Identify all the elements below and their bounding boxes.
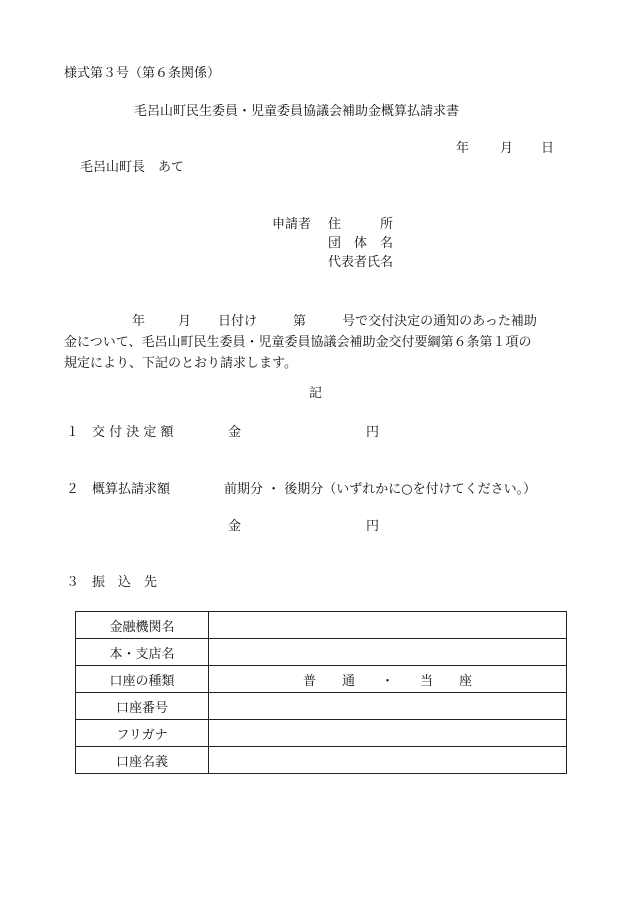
- item2-number: ２: [66, 482, 80, 497]
- account-type-field[interactable]: 普 通 ・ 当 座: [209, 666, 567, 693]
- table-row: [76, 666, 567, 693]
- date-month: 月: [500, 141, 514, 156]
- item2-yen: 円: [366, 519, 380, 534]
- branch-name-label: 本・支店名: [76, 639, 209, 666]
- applicant-group-name-label: 団 体 名: [328, 236, 394, 251]
- paragraph-day: 日付け: [218, 314, 258, 329]
- account-holder-label: 口座名義: [76, 747, 209, 774]
- item3-label: 振 込 先: [92, 575, 158, 590]
- item3-number: ３: [66, 575, 80, 590]
- table-row: [76, 693, 567, 720]
- item1-yen: 円: [366, 425, 380, 440]
- document-title: 毛呂山町民生委員・児童委員協議会補助金概算払請求書: [134, 104, 460, 119]
- account-number-label: 口座番号: [76, 693, 209, 720]
- account-holder-field[interactable]: [209, 747, 567, 774]
- furigana-field[interactable]: [209, 720, 567, 747]
- bank-account-table: [75, 611, 567, 774]
- ki-heading: 記: [309, 386, 323, 401]
- item2-label: 概算払請求額: [92, 482, 171, 497]
- applicant-label: 申請者: [272, 217, 312, 232]
- branch-name-field[interactable]: [209, 639, 567, 666]
- bank-name-label: 金融機関名: [76, 612, 209, 639]
- paragraph-line-2: 金について、毛呂山町民生委員・児童委員協議会補助金交付要綱第６条第１項の: [64, 335, 532, 350]
- paragraph-year: 年: [132, 314, 146, 329]
- bank-name-field[interactable]: [209, 612, 567, 639]
- date-year: 年: [456, 141, 470, 156]
- item1-kin: 金: [228, 425, 242, 440]
- account-number-field[interactable]: [209, 693, 567, 720]
- item2-kin: 金: [228, 519, 242, 534]
- item2-period-choice: 前期分 ・ 後期分（いずれかに○を付けてください。）: [224, 482, 537, 497]
- table-row: [76, 612, 567, 639]
- item1-label: 交 付 決 定 額: [92, 425, 174, 440]
- paragraph-line-1-rest: 号で交付決定の通知のあった補助: [342, 314, 537, 329]
- addressee: 毛呂山町長 あて: [80, 160, 185, 175]
- paragraph-line-1: [64, 311, 568, 332]
- furigana-label: フリガナ: [76, 720, 209, 747]
- form-number: 様式第３号（第６条関係）: [64, 66, 221, 81]
- date-day: 日: [541, 141, 555, 156]
- table-row: [76, 747, 567, 774]
- paragraph-dai: 第: [293, 314, 307, 329]
- paragraph-line-3: 規定により、下記のとおり請求します。: [64, 356, 297, 371]
- applicant-address-label: 住 所: [328, 217, 394, 232]
- table-row: [76, 639, 567, 666]
- applicant-representative-label: 代表者氏名: [328, 255, 394, 270]
- table-row: [76, 720, 567, 747]
- paragraph-month: 月: [178, 314, 192, 329]
- item1-number: １: [66, 425, 80, 440]
- account-type-label: 口座の種類: [76, 666, 209, 693]
- request-paragraph: [64, 311, 568, 374]
